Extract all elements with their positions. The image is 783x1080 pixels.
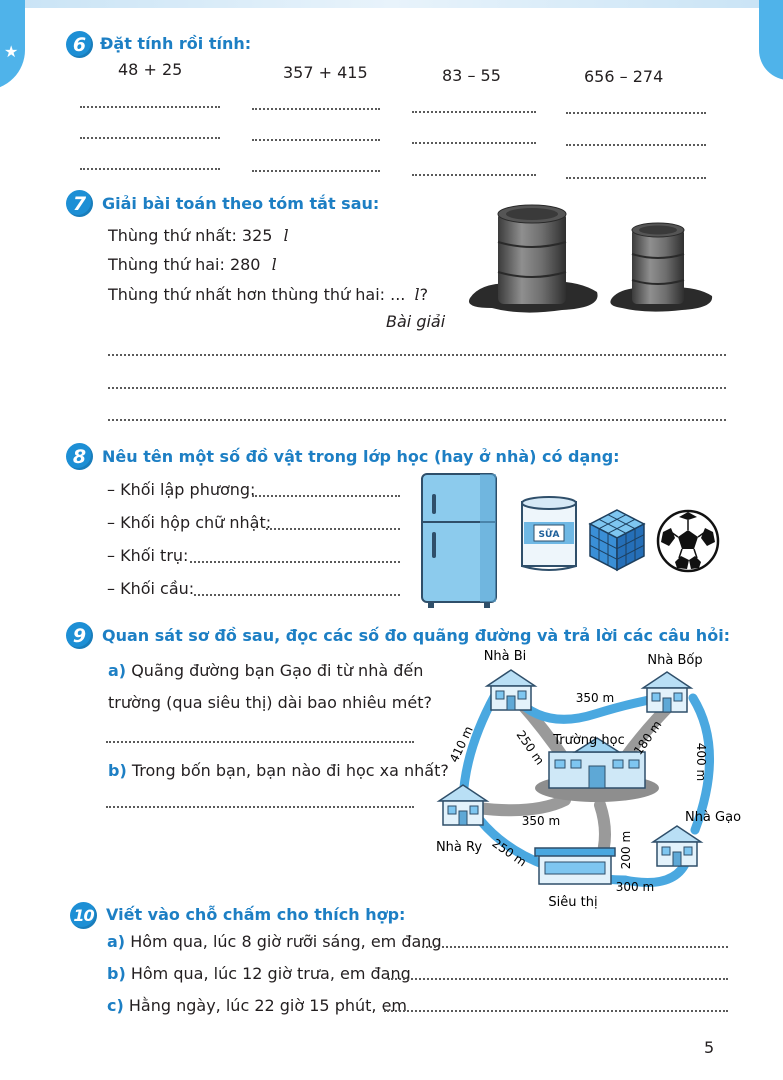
right-corner-decoration: [759, 0, 783, 80]
exercise-6-title: Đặt tính rồi tính:: [100, 34, 252, 53]
place-nha-bi: Nhà Bi: [483, 649, 527, 664]
distance-bi-bop: 350 m: [575, 691, 615, 705]
question-a-text-1: Quãng đường bạn Gạo đi từ nhà đến: [131, 661, 424, 680]
exercise-7-title: Giải bài toán theo tóm tắt sau:: [102, 194, 380, 213]
answer-line[interactable]: [412, 142, 536, 144]
barrel-2: [632, 228, 684, 304]
shape-item-sphere: – Khối cầu:: [107, 579, 195, 598]
distance-truong-sieuthi: 200 m: [619, 830, 633, 870]
exercise-8-title: Nêu tên một số đồ vật trong lớp học (hay ở nhà) có dạng:: [102, 447, 620, 466]
exercise-10-title: Viết vào chỗ chấm cho thích hợp:: [106, 905, 406, 924]
sentence-c-answer-line[interactable]: [384, 1010, 728, 1012]
shape-item-cube: – Khối lập phương:: [107, 480, 256, 499]
sentence-a-label: a): [107, 932, 126, 951]
supermarket-building: [535, 848, 615, 884]
solution-line[interactable]: [108, 419, 726, 421]
distance-ry-truong: 350 m: [521, 814, 561, 828]
distance-bi-truong: 250 m: [513, 727, 548, 768]
answer-line[interactable]: [252, 139, 380, 141]
answer-line[interactable]: [80, 168, 220, 170]
question-a-text-2: trường (qua siêu thị) dài bao nhiêu mét?: [108, 693, 432, 712]
sentence-a-answer-line[interactable]: [422, 946, 728, 948]
answer-line[interactable]: [566, 144, 706, 146]
sentence-c: [107, 996, 407, 1015]
shape-item-cuboid: – Khối hộp chữ nhật:: [107, 513, 272, 532]
answer-line[interactable]: [80, 137, 220, 139]
place-nha-ry: Nhà Ry: [435, 840, 483, 855]
sentence-a-text: Hôm qua, lúc 8 giờ rưỡi sáng, em đang: [130, 932, 442, 951]
distance-ry-sieuthi: 250 m: [489, 835, 530, 870]
answer-line[interactable]: [80, 106, 220, 108]
question-a-answer-line[interactable]: [106, 741, 414, 743]
answer-line[interactable]: [566, 112, 706, 114]
shape-answer-line[interactable]: [190, 561, 400, 563]
answer-line[interactable]: [412, 174, 536, 176]
problem-1: 48 + 25: [118, 60, 183, 79]
unit-litre: l: [271, 255, 277, 274]
barrel-1: [498, 212, 566, 304]
sentence-c-text: Hằng ngày, lúc 22 giờ 15 phút, em: [128, 996, 407, 1015]
distance-bi-ry: 410 m: [446, 723, 476, 765]
can-label: SỮA: [538, 530, 560, 540]
distance-bop-truong: 180 m: [630, 717, 665, 758]
summary-line-1: [108, 226, 289, 245]
barrels-illustration: [462, 200, 720, 320]
summary-line-3: [108, 285, 428, 304]
exercise-7-badge: 7: [66, 190, 93, 217]
route-map: [425, 640, 765, 912]
exercise-8-badge: 8: [66, 443, 93, 470]
problem-2: 357 + 415: [283, 63, 368, 82]
answer-line[interactable]: [252, 170, 380, 172]
place-sieu-thi: Siêu thị: [548, 895, 598, 910]
soccer-ball-illustration: [655, 508, 721, 574]
distance-bop-gao: 400 m: [694, 742, 708, 782]
problem-3: 83 – 55: [442, 66, 501, 85]
sentence-b-answer-line[interactable]: [388, 978, 728, 980]
distance-sieuthi-gao: 300 m: [615, 880, 655, 894]
problem-4: 656 – 274: [584, 67, 664, 86]
unit-litre: l: [414, 285, 420, 304]
place-nha-bop: Nhà Bốp: [647, 653, 703, 668]
summary-text-2: Thùng thứ hai: 280: [108, 255, 261, 274]
solution-line[interactable]: [108, 354, 726, 356]
shape-answer-line[interactable]: [266, 528, 400, 530]
exercise-9-badge: 9: [66, 622, 93, 649]
summary-text-3: Thùng thứ nhất hơn thùng thứ hai: ...: [108, 285, 406, 304]
sentence-b-label: b): [107, 964, 126, 983]
exercise-10-badge: 10: [70, 902, 97, 929]
house-nha-bi: [487, 670, 535, 710]
answer-line[interactable]: [412, 111, 536, 113]
shape-answer-line[interactable]: [194, 594, 400, 596]
question-b-text: Trong bốn bạn, bạn nào đi học xa nhất?: [131, 761, 449, 780]
unit-litre: l: [283, 226, 289, 245]
sentence-c-label: c): [107, 996, 124, 1015]
summary-line-2: [108, 255, 277, 274]
top-banner-strip: [0, 0, 783, 8]
solution-line[interactable]: [108, 387, 726, 389]
question-b-label: b): [108, 761, 127, 780]
shape-item-cylinder: – Khối trụ:: [107, 546, 189, 565]
question-b-answer-line[interactable]: [106, 806, 414, 808]
answer-line[interactable]: [252, 108, 380, 110]
shape-answer-line[interactable]: [252, 495, 400, 497]
house-nha-ry: [439, 785, 487, 825]
solution-label: Bài giải: [386, 312, 446, 331]
place-nha-gao: Nhà Gạo: [684, 810, 742, 825]
page-number: 5: [704, 1038, 715, 1057]
house-nha-bop: [643, 672, 691, 712]
question-a-line-1: [108, 661, 423, 680]
milk-can-illustration: [518, 494, 580, 574]
rubik-cube-illustration: [588, 508, 646, 572]
exercise-6-badge: 6: [66, 31, 93, 58]
sentence-b: [107, 964, 411, 983]
place-truong-hoc: Trường học: [553, 733, 625, 748]
question-a-label: a): [108, 661, 127, 680]
sentence-a: [107, 932, 442, 951]
sentence-b-text: Hôm qua, lúc 12 giờ trưa, em đang: [130, 964, 411, 983]
answer-line[interactable]: [566, 177, 706, 179]
fridge-illustration: [418, 470, 500, 610]
question-mark: ?: [419, 285, 429, 304]
exercise-9-title: Quan sát sơ đồ sau, đọc các số đo quãng đường và trả lời các câu hỏi:: [102, 626, 731, 645]
summary-text-1: Thùng thứ nhất: 325: [108, 226, 273, 245]
question-b-line: [108, 761, 449, 780]
star-icon: ★: [4, 42, 19, 61]
